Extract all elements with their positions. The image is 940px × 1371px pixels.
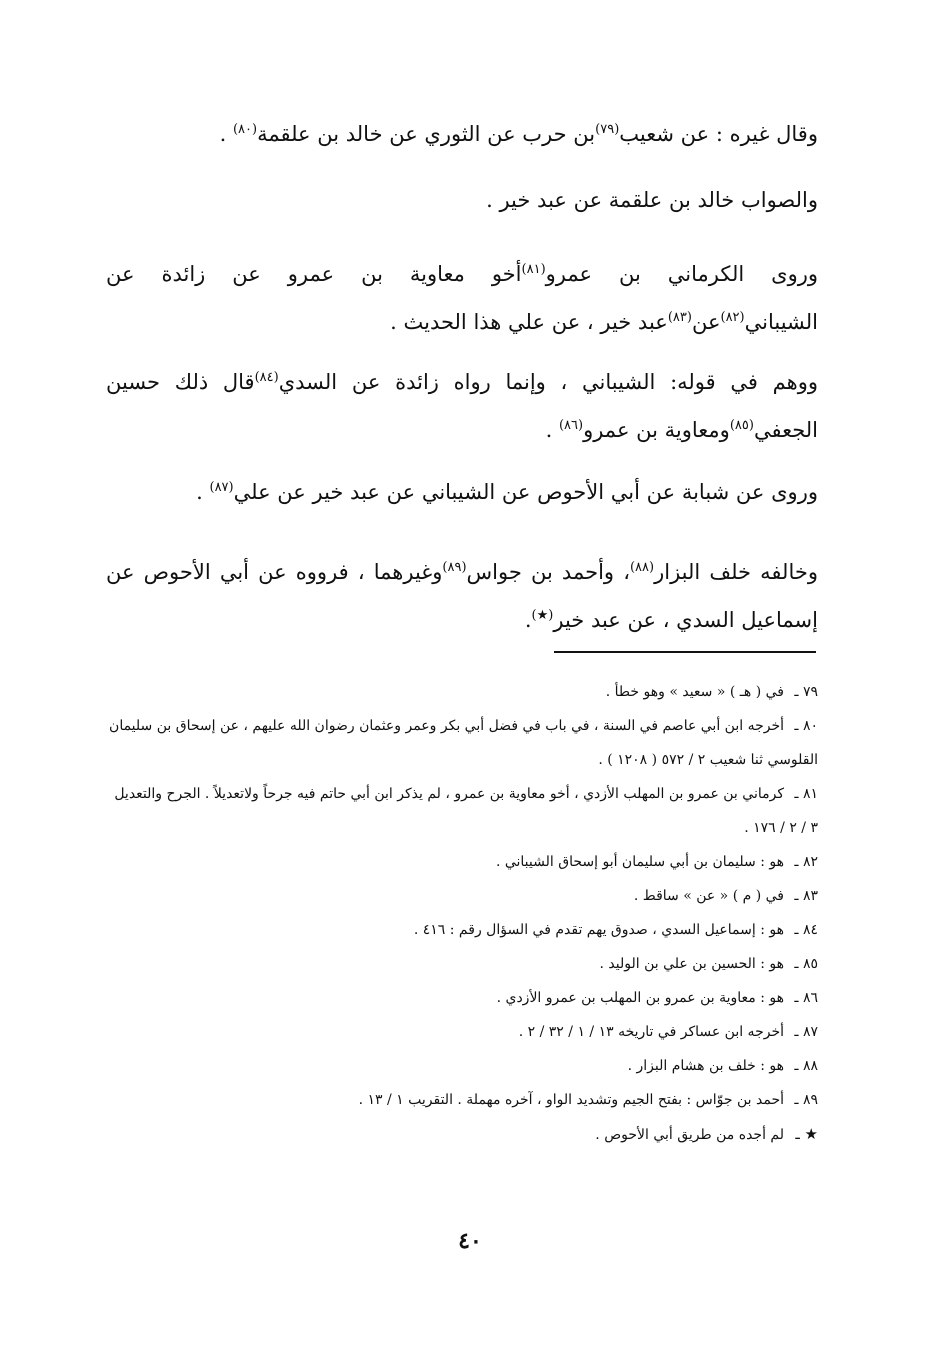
footnote-number: ٨٤ ـ [794,922,818,938]
paragraph-text: . [524,608,532,632]
paragraph-5 [106,468,818,516]
footnote-ref-87: (٨٧) [209,480,234,495]
paragraph-text: . [545,418,559,442]
footnote-number: ٨١ ـ [794,786,818,802]
footnote-ref-89: (٨٩) [442,560,467,575]
footnote-text: أحمد بن جوّاس : بفتح الجيم وتشديد الواو ، آخره مهملة . التقريب ١ / ١٣ . [358,1092,784,1108]
footnote-text: هو : معاوية بن عمرو بن المهلب بن عمرو الأزدي . [496,990,784,1006]
footnote-text: في ( م ) « عن » ساقط . [633,888,784,904]
paragraph-text: وروى الكرماني بن عمرو [545,262,818,286]
footnote-ref-85: (٨٥) [729,418,754,433]
footnote-number: ٨٩ ـ [794,1092,818,1108]
footnote-text: لم أجده من طريق أبي الأحوص . [595,1127,784,1143]
footnote-ref-80: (٨٠) [232,122,258,137]
paragraph-text: عن [691,310,721,334]
paragraph-text: وروى عن شبابة عن أبي الأحوص عن الشيباني عن عبد خير عن علي [233,480,818,504]
paragraph-6 [106,548,818,644]
footnote-number: ٨٢ ـ [794,854,818,870]
footnote-text: أخرجه ابن أبي عاصم في السنة ، في باب في فضل أبي بكر وعمر وعثمان رضوان الله عليهم ، عن إسحاق بن سليمان القلوسي ثنا شعيب ٢ / ٥٧٢ ( ١٢٠٨ ) . [109,718,818,768]
footnote-number: ٨٠ ـ [794,718,818,734]
footnote-number: ٨٨ ـ [794,1058,818,1074]
footnote-number: ٨٥ ـ [794,956,818,972]
footnote-text: هو : إسماعيل السدي ، صدوق يهم تقدم في السؤال رقم : ٤١٦ . [413,922,784,938]
paragraph-1 [106,110,818,158]
footnote-star [106,1117,818,1152]
footnote-number: ٨٦ ـ [794,990,818,1006]
paragraph-text: أخو معاوية بن عمرو عن زائدة عن الشيباني [106,262,818,334]
paragraph-text: ومعاوية بن عمرو [583,418,730,442]
footnote-ref-79: (٧٩) [595,122,620,137]
footnote-ref-88: (٨٨) [629,560,655,575]
footnote-number: ٨٣ ـ [794,888,818,904]
footnote-86 [106,981,818,1015]
paragraph-text: ووهم في قوله: الشيباني ، وإنما رواه زائدة عن السدي [278,370,818,394]
footnote-85 [106,947,818,981]
page-number: ٤٠ [458,1228,482,1254]
footnote-80 [106,709,818,777]
footnote-ref-83: (٨٣) [667,310,692,325]
footnote-number: ٨٧ ـ [794,1024,818,1040]
star-icon: ★ ـ [795,1125,818,1143]
footnote-83 [106,879,818,913]
paragraph-2 [106,176,818,224]
footnote-ref-82: (٨٢) [720,310,745,325]
paragraph-4 [106,358,818,454]
footnote-79 [106,675,818,709]
footnote-number: ٧٩ ـ [794,684,818,700]
footnote-ref-star: (★) [531,608,554,623]
footnote-88 [106,1049,818,1083]
footnote-text: هو : الحسين بن علي بن الوليد . [599,956,784,972]
footnote-text: هو : خلف بن هشام البزار . [627,1058,784,1074]
paragraph-text: والصواب خالد بن علقمة عن عبد خير . [486,188,818,212]
paragraph-text: قال ذلك حسين الجعفي [106,370,818,442]
footnote-ref-84: (٨٤) [254,370,279,385]
footnote-ref-81: (٨١) [521,262,546,277]
paragraph-text: ، وأحمد بن جواس [466,560,630,584]
footnote-89 [106,1083,818,1117]
footnote-text: هو : سليمان بن أبي سليمان أبو إسحاق الشيباني . [495,854,784,870]
footnote-text: أخرجه ابن عساكر في تاريخه ١٣ / ١ / ٣٢ / ٢ . [518,1024,784,1040]
footnote-text: في ( هـ ) « سعيد » وهو خطأ . [605,684,784,700]
paragraph-text: عبد خير ، عن علي هذا الحديث . [390,310,668,334]
footnote-81 [106,777,818,845]
footnote-84 [106,913,818,947]
footnote-separator [554,651,816,653]
paragraph-3 [106,250,818,346]
footnote-82 [106,845,818,879]
footnote-text: كرماني بن عمرو بن المهلب الأزدي ، أخو معاوية بن عمرو ، لم يذكر ابن أبي حاتم فيه جرحاً ولاتعديلاً . الجرح والتعديل ٣ / ٢ / ١٧٦ . [114,786,818,836]
paragraph-text: وغيرهما ، فرووه عن أبي الأحوص عن إسماعيل السدي ، عن عبد خير [106,560,818,632]
footnote-87 [106,1015,818,1049]
footnotes [106,675,818,1152]
paragraph-text: وخالفه خلف البزار [654,560,818,584]
paragraph-text: بن حرب عن الثوري عن خالد بن علقمة [257,122,596,146]
paragraph-text: . [196,480,210,504]
footnote-ref-86: (٨٦) [558,418,584,433]
paragraph-text: . [219,122,233,146]
paragraph-text: وقال غيره : عن شعيب [619,122,818,146]
